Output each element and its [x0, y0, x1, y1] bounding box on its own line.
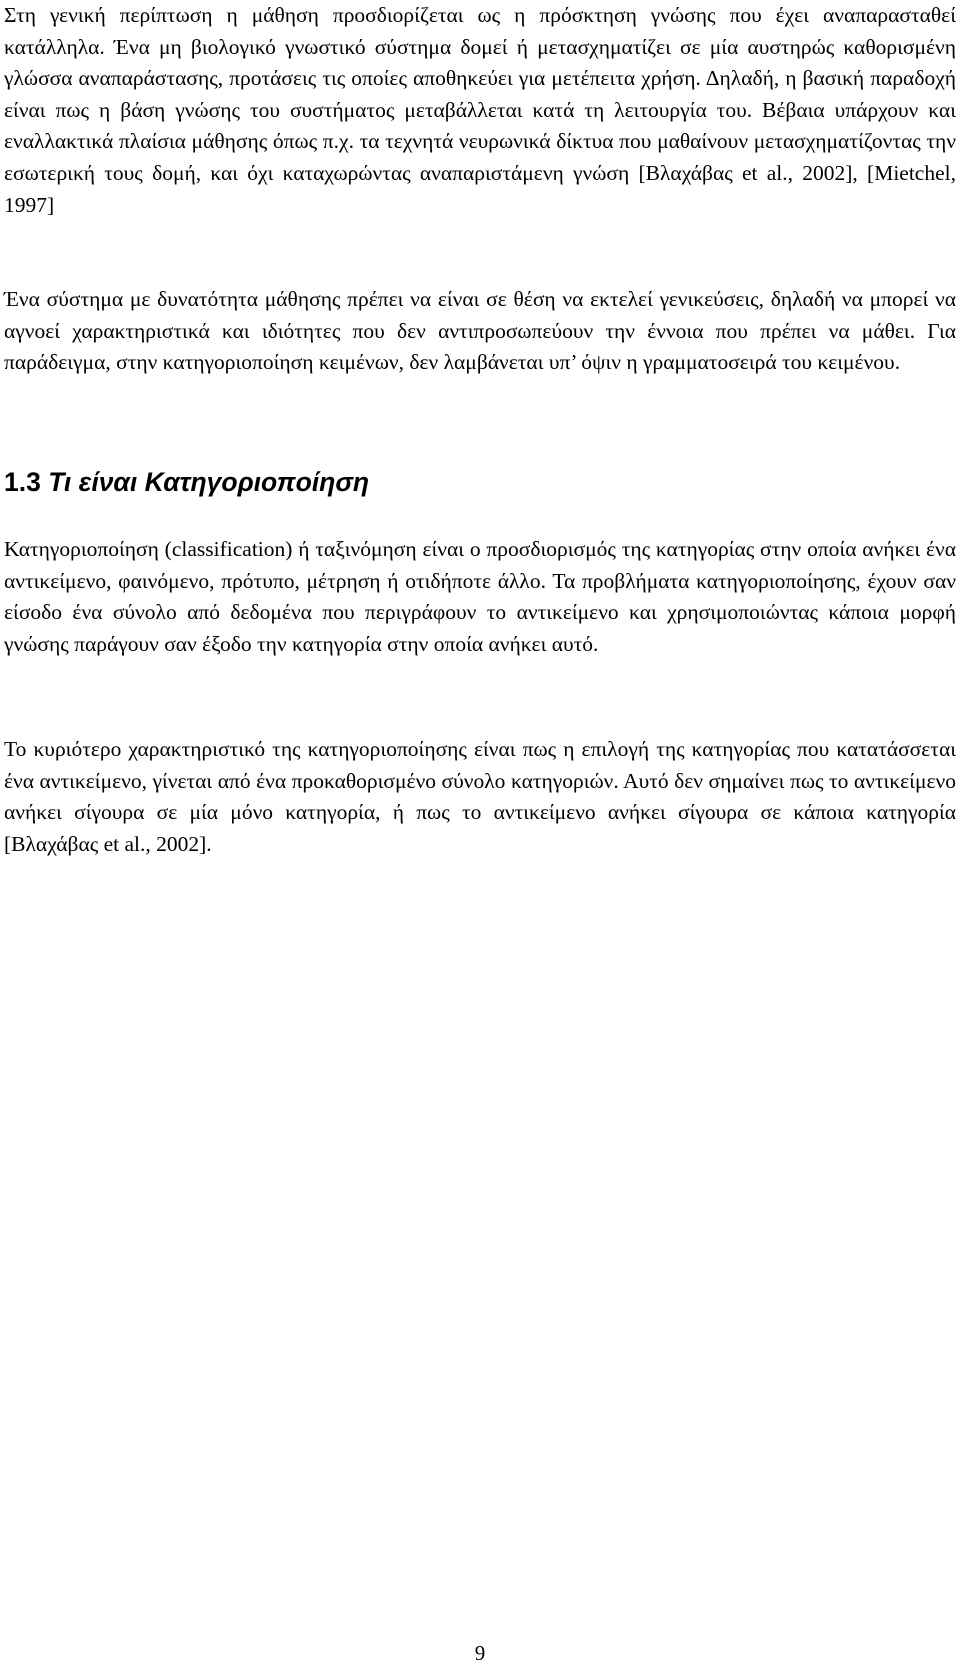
paragraph-learning-definition: Στη γενική περίπτωση η μάθηση προσδιορίζεται ως η πρόσκτηση γνώσης που έχει αναπαρασταθεί κατάλληλα. Ένα μη βιολογικό γνωστικό σύστημα δομεί ή μετασχηματίζει σε μία αυστηρώς καθορισμένη γλώσσα αναπαράστασης, προτάσεις τις οποίες αποθηκεύει για μετέπειτα χρήση. Δηλαδή, η βασική παραδοχή είναι πως η βάση γνώσης του συστήματος μεταβάλλεται κατά τη λειτουργία του. Βέβαια υπάρχουν και εναλλακτικά πλαίσια μάθησης όπως π.χ. τα τεχνητά νευρωνικά δίκτυα που μαθαίνουν μετασχηματίζοντας την εσωτερική τους δομή, και όχι καταχωρώντας αναπαριστάμενη γνώση [Βλαχάβας et al., 2002], [Mietchel, 1997]: [4, 3, 956, 217]
paragraph-generalization: Ένα σύστημα με δυνατότητα μάθησης πρέπει να είναι σε θέση να εκτελεί γενικεύσεις, δηλαδή να μπορεί να αγνοεί χαρακτηριστικά και ιδιότητες που δεν αντιπροσωπεύουν την έννοια που πρέπει να μάθει. Για παράδειγμα, στην κατηγοριοποίηση κειμένων, δεν λαμβάνεται υπ’ όψιν η γραμματοσειρά του κειμένου.: [4, 287, 956, 375]
section-title: Τι είναι Κατηγοριοποίηση: [48, 467, 370, 497]
page-number: 9: [474, 1641, 486, 1665]
section-number: 1.3: [4, 467, 41, 497]
paragraph-classification-definition: Κατηγοριοποίηση (classification) ή ταξινόμηση είναι ο προσδιορισμός της κατηγορίας στην οποία ανήκει ένα αντικείμενο, φαινόμενο, πρότυπο, μέτρηση ή οτιδήποτε άλλο. Τα προβλήματα κατηγοριοποίησης, έχουν σαν είσοδο ένα σύνολο από δεδομένα που περιγράφουν το αντικείμενο και χρησιμοποιώντας κάποια μορφή γνώσης παράγουν σαν έξοδο την κατηγορία στην οποία ανήκει αυτό.: [4, 537, 956, 656]
section-heading: [4, 466, 369, 498]
paragraph-classification-characteristic: Το κυριότερο χαρακτηριστικό της κατηγοριοποίησης είναι πως η επιλογή της κατηγορίας που κατατάσσεται ένα αντικείμενο, γίνεται από ένα προκαθορισμένο σύνολο κατηγοριών. Αυτό δεν σημαίνει πως το αντικείμενο ανήκει σίγουρα σε μία μόνο κατηγορία, ή πως το αντικείμενο ανήκει σίγουρα σε κάποια κατηγορία [Βλαχάβας et al., 2002].: [4, 737, 956, 856]
